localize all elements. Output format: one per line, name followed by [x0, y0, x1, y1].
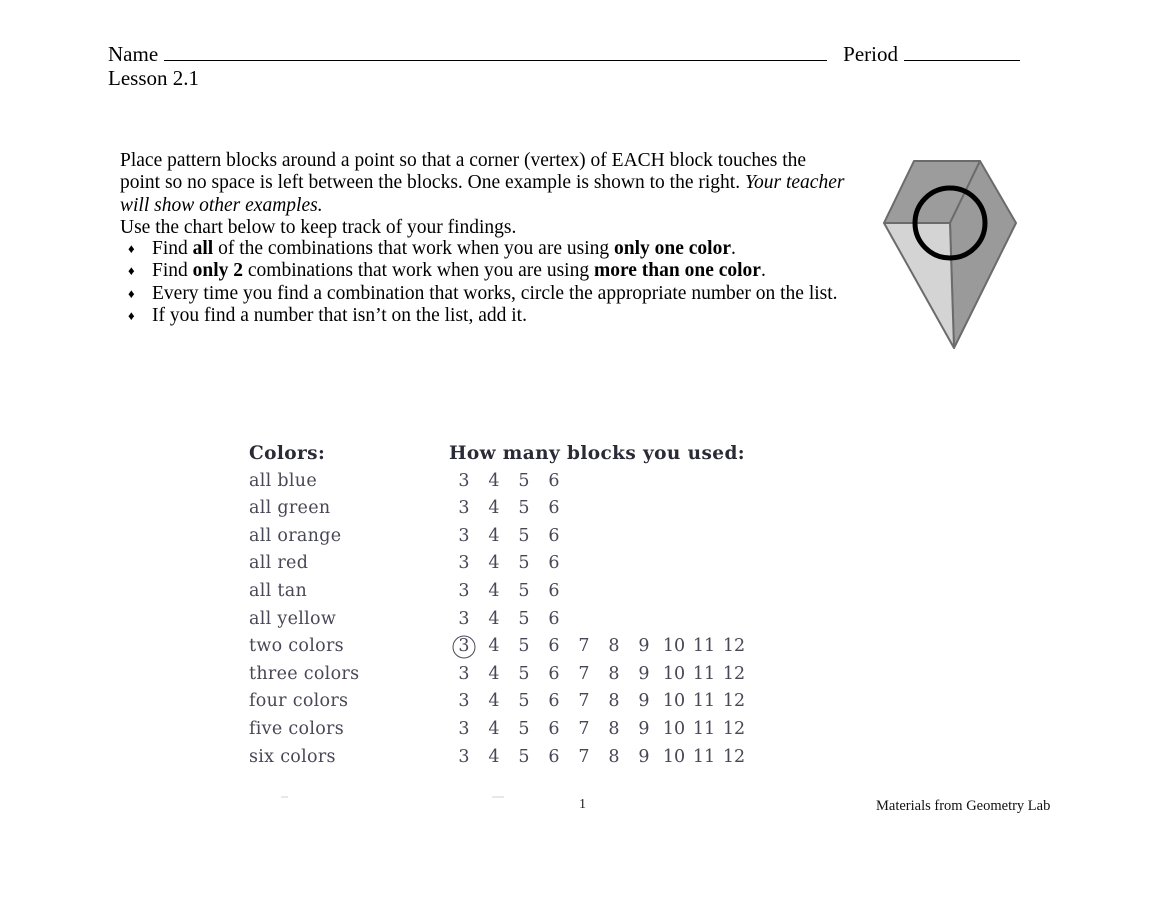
chart-number-option[interactable]: [479, 495, 509, 523]
chart-number-option[interactable]: [629, 661, 659, 689]
chart-number-option[interactable]: [509, 495, 539, 523]
chart-number-value: 9: [638, 636, 650, 657]
name-period-row: [108, 42, 1020, 66]
bullet-text-segment: of the combinations that work when you are using: [213, 238, 614, 259]
chart-row-numbers: [449, 688, 749, 716]
chart-number-value: 5: [518, 636, 530, 657]
bullet-text: [152, 238, 854, 260]
chart-number-value: 6: [548, 691, 560, 712]
instructions-paragraph: [120, 150, 850, 240]
chart-number-value: 3: [458, 525, 470, 546]
bullet-text: [152, 305, 854, 327]
chart-row-label: five colors: [249, 718, 344, 739]
chart-number-option[interactable]: [449, 578, 479, 606]
chart-number-option[interactable]: [539, 716, 569, 744]
chart-number-value: 3: [458, 636, 470, 657]
chart-number-value: 10: [662, 691, 686, 712]
chart-number-option[interactable]: [479, 550, 509, 578]
chart-number-value: 7: [578, 663, 590, 684]
chart-number-value: 12: [722, 636, 746, 657]
chart-row-label: all orange: [249, 525, 342, 546]
chart-number-value: 4: [488, 608, 500, 629]
period-blank-line[interactable]: [904, 47, 1020, 61]
pattern-block-diagram: [866, 148, 1034, 356]
chart-number-option[interactable]: [629, 633, 659, 661]
chart-number-value: 7: [578, 691, 590, 712]
bullet-item: [128, 283, 854, 305]
chart-number-value: 12: [722, 718, 746, 739]
chart-number-value: 12: [722, 746, 746, 767]
chart-number-option[interactable]: [479, 688, 509, 716]
chart-number-option[interactable]: [509, 523, 539, 551]
chart-row-numbers: [449, 606, 569, 634]
chart-number-option[interactable]: [449, 661, 479, 689]
chart-number-option[interactable]: [569, 661, 599, 689]
bullet-text-segment: all: [192, 238, 214, 259]
chart-number-value: 4: [488, 636, 500, 657]
bullet-item: [128, 305, 854, 327]
chart-row-label: all green: [249, 498, 331, 519]
chart-number-value: 6: [548, 663, 560, 684]
chart-number-value: 8: [608, 746, 620, 767]
chart-row-label: all tan: [249, 580, 308, 601]
chart-number-value: 6: [548, 525, 560, 546]
chart-number-value: 10: [662, 636, 686, 657]
chart-row-label: two colors: [249, 636, 344, 657]
chart-row-numbers: [449, 523, 569, 551]
chart-number-value: 6: [548, 718, 560, 739]
chart-number-option[interactable]: [479, 468, 509, 496]
chart-number-value: 3: [458, 718, 470, 739]
findings-chart: [249, 440, 749, 771]
chart-number-option[interactable]: [539, 468, 569, 496]
chart-number-option[interactable]: [449, 688, 479, 716]
bullet-item: [128, 238, 854, 260]
chart-row-numbers: [449, 716, 749, 744]
chart-row: [249, 578, 749, 606]
bullet-text-segment: .: [730, 238, 736, 259]
chart-number-option[interactable]: [509, 633, 539, 661]
pattern-block-figure: [866, 148, 1034, 356]
chart-number-value: 3: [458, 580, 470, 601]
chart-number-value: 3: [458, 663, 470, 684]
name-label: Name: [108, 42, 159, 66]
chart-number-option[interactable]: [449, 523, 479, 551]
bullet-item: [128, 260, 854, 282]
chart-number-option[interactable]: [449, 495, 479, 523]
chart-number-option[interactable]: [449, 716, 479, 744]
chart-row-label: four colors: [249, 691, 349, 712]
chart-number-option[interactable]: [659, 633, 689, 661]
chart-number-option[interactable]: [449, 744, 479, 772]
chart-number-option[interactable]: [629, 744, 659, 772]
chart-number-option[interactable]: [569, 744, 599, 772]
chart-row-numbers: [449, 495, 569, 523]
chart-number-option[interactable]: [539, 606, 569, 634]
chart-number-option[interactable]: [659, 688, 689, 716]
chart-number-value: 5: [518, 498, 530, 519]
chart-row-numbers: [449, 578, 569, 606]
bullet-diamond-icon: ♦: [128, 263, 135, 279]
chart-number-value: 4: [488, 691, 500, 712]
chart-number-option[interactable]: [599, 688, 629, 716]
chart-row: [249, 468, 749, 496]
chart-number-option[interactable]: [509, 688, 539, 716]
chart-number-value: 4: [488, 580, 500, 601]
chart-rows: [249, 468, 749, 772]
bullet-diamond-icon: ♦: [128, 241, 135, 256]
chart-number-value: 6: [548, 636, 560, 657]
chart-number-value: 4: [488, 718, 500, 739]
bullet-text: [152, 283, 854, 305]
chart-number-value: 10: [662, 663, 686, 684]
chart-number-option[interactable]: [509, 578, 539, 606]
chart-row-label: six colors: [249, 746, 336, 767]
chart-number-option[interactable]: [629, 716, 659, 744]
chart-number-value: 6: [548, 553, 560, 574]
chart-number-value: 9: [638, 718, 650, 739]
chart-number-value: 5: [518, 525, 530, 546]
chart-row-label: three colors: [249, 663, 360, 684]
lesson-label: Lesson 2.1: [108, 66, 199, 90]
bullet-text-segment: .: [760, 260, 766, 282]
instructions-bullet-list: [128, 238, 854, 328]
bullet-diamond-icon: ♦: [128, 308, 135, 324]
chart-row: [249, 688, 749, 716]
chart-row-numbers: [449, 661, 749, 689]
chart-number-value: 9: [638, 663, 650, 684]
chart-number-value: 5: [518, 470, 530, 491]
chart-number-option[interactable]: [569, 633, 599, 661]
chart-number-option[interactable]: [539, 633, 569, 661]
chart-number-option[interactable]: [539, 550, 569, 578]
chart-number-value: 11: [692, 663, 716, 684]
chart-number-value: 6: [548, 746, 560, 767]
chart-number-value: 11: [692, 691, 716, 712]
chart-number-value: 5: [518, 691, 530, 712]
chart-header-colors: Colors:: [249, 443, 326, 464]
chart-number-value: 9: [638, 691, 650, 712]
chart-number-option[interactable]: [659, 716, 689, 744]
chart-number-option[interactable]: [509, 716, 539, 744]
chart-number-option[interactable]: [509, 468, 539, 496]
instructions-main-text: [120, 150, 850, 217]
chart-number-option[interactable]: [689, 633, 719, 661]
chart-number-option[interactable]: [599, 661, 629, 689]
chart-number-value: 8: [608, 718, 620, 739]
chart-number-option[interactable]: [479, 633, 509, 661]
chart-row: [249, 633, 749, 661]
chart-number-option[interactable]: [569, 716, 599, 744]
chart-number-option[interactable]: [509, 606, 539, 634]
chart-number-option[interactable]: [659, 744, 689, 772]
chart-row-label: all red: [249, 553, 309, 574]
instructions-text-part1: Place pattern blocks around a point so that a corner (vertex) of EACH block touches the point so no space is left between the blocks. One example is shown to the right.: [120, 150, 807, 194]
chart-row: [249, 661, 749, 689]
chart-number-option[interactable]: [449, 606, 479, 634]
chart-header-counts: How many blocks you used:: [449, 443, 746, 464]
chart-number-value: 6: [548, 608, 560, 629]
chart-number-option[interactable]: [599, 633, 629, 661]
chart-number-value: 5: [518, 663, 530, 684]
chart-number-option[interactable]: [719, 716, 749, 744]
chart-number-value: 9: [638, 746, 650, 767]
chart-number-value: 4: [488, 553, 500, 574]
bullet-text-segment: Find: [152, 260, 193, 282]
chart-number-option[interactable]: [569, 688, 599, 716]
chart-number-option[interactable]: [539, 523, 569, 551]
chart-number-value: 8: [608, 636, 620, 657]
chart-number-value: 7: [578, 718, 590, 739]
chart-number-option[interactable]: [539, 688, 569, 716]
chart-number-option[interactable]: [539, 661, 569, 689]
chart-row-numbers: [449, 633, 749, 661]
chart-number-option[interactable]: [509, 661, 539, 689]
chart-number-value: 11: [692, 636, 716, 657]
chart-number-option[interactable]: [689, 661, 719, 689]
chart-number-option[interactable]: [449, 550, 479, 578]
chart-number-value: 11: [692, 718, 716, 739]
bullet-text-segment: only 2: [192, 260, 244, 282]
chart-number-value: 10: [662, 718, 686, 739]
chart-number-option[interactable]: [509, 550, 539, 578]
chart-number-option[interactable]: [719, 688, 749, 716]
chart-number-option[interactable]: [449, 468, 479, 496]
chart-row-numbers: [449, 468, 569, 496]
chart-number-value: 5: [518, 608, 530, 629]
chart-number-value: 12: [722, 691, 746, 712]
period-label: Period: [843, 42, 898, 66]
chart-number-option[interactable]: [479, 523, 509, 551]
chart-row-numbers: [449, 744, 749, 772]
bullet-text-segment: combinations that work when you are using: [243, 260, 594, 282]
chart-number-value: 4: [488, 663, 500, 684]
chart-number-option[interactable]: [479, 716, 509, 744]
chart-row: [249, 606, 749, 634]
chart-number-value: 3: [458, 691, 470, 712]
bullet-text: [152, 260, 854, 282]
chart-row-numbers: [449, 550, 569, 578]
chart-number-option[interactable]: [719, 633, 749, 661]
chart-number-option[interactable]: [689, 716, 719, 744]
chart-row: [249, 716, 749, 744]
footer-credit: Materials from Geometry Lab: [876, 798, 1051, 814]
chart-number-option[interactable]: [689, 744, 719, 772]
chart-row: [249, 495, 749, 523]
chart-number-option[interactable]: [449, 633, 479, 661]
chart-number-option[interactable]: [659, 661, 689, 689]
chart-number-value: 12: [722, 663, 746, 684]
chart-number-value: 3: [458, 498, 470, 519]
chart-row-label: all yellow: [249, 608, 337, 629]
chart-number-option[interactable]: [689, 688, 719, 716]
chart-number-value: 6: [548, 470, 560, 491]
instructions-text-italic: Your teacher will show other examples.: [120, 172, 845, 216]
chart-row: [249, 550, 749, 578]
chart-number-value: 3: [458, 608, 470, 629]
name-blank-line[interactable]: [164, 47, 827, 61]
chart-number-option[interactable]: [479, 744, 509, 772]
chart-number-value: 8: [608, 663, 620, 684]
chart-number-value: 6: [548, 498, 560, 519]
bullet-text-segment: more than one color: [593, 260, 761, 282]
chart-number-option[interactable]: [539, 578, 569, 606]
bullet-diamond-icon: ♦: [128, 285, 135, 301]
chart-number-value: 4: [488, 525, 500, 546]
chart-number-value: 4: [488, 470, 500, 491]
chart-row: [249, 523, 749, 551]
chart-number-value: 6: [548, 580, 560, 601]
chart-row-label: all blue: [249, 470, 318, 491]
chart-number-value: 5: [518, 746, 530, 767]
chart-number-option[interactable]: [719, 744, 749, 772]
bullet-text-segment: If you find a number that isn’t on the list, add it.: [152, 305, 527, 327]
chart-number-value: 3: [458, 746, 470, 767]
chart-number-value: 3: [458, 553, 470, 574]
chart-number-option[interactable]: [599, 744, 629, 772]
chart-number-option[interactable]: [719, 661, 749, 689]
chart-number-value: 5: [518, 718, 530, 739]
instructions-chart-note: Use the chart below to keep track of your findings.: [120, 217, 517, 239]
chart-number-value: 3: [458, 470, 470, 491]
page-number: 1: [579, 797, 586, 812]
chart-number-option[interactable]: [629, 688, 659, 716]
chart-row: [249, 744, 749, 772]
chart-number-value: 5: [518, 580, 530, 601]
chart-number-option[interactable]: [509, 744, 539, 772]
chart-number-value: 11: [692, 746, 716, 767]
worksheet-header: [108, 42, 1020, 90]
bullet-text-segment: Find: [152, 238, 193, 259]
chart-number-value: 10: [662, 746, 686, 767]
chart-number-value: 7: [578, 746, 590, 767]
chart-number-value: 4: [488, 746, 500, 767]
chart-number-value: 7: [578, 636, 590, 657]
chart-number-value: 4: [488, 498, 500, 519]
chart-number-option[interactable]: [479, 661, 509, 689]
chart-number-option[interactable]: [479, 578, 509, 606]
bullet-text-segment: only one color: [613, 238, 731, 259]
chart-number-option[interactable]: [539, 495, 569, 523]
chart-number-option[interactable]: [599, 716, 629, 744]
chart-number-option[interactable]: [479, 606, 509, 634]
chart-header-row: [249, 440, 749, 468]
chart-number-value: 8: [608, 691, 620, 712]
bullet-text-segment: Every time you find a combination that works, circle the appropriate number on the list.: [152, 282, 838, 304]
chart-number-value: 5: [518, 553, 530, 574]
chart-number-option[interactable]: [539, 744, 569, 772]
